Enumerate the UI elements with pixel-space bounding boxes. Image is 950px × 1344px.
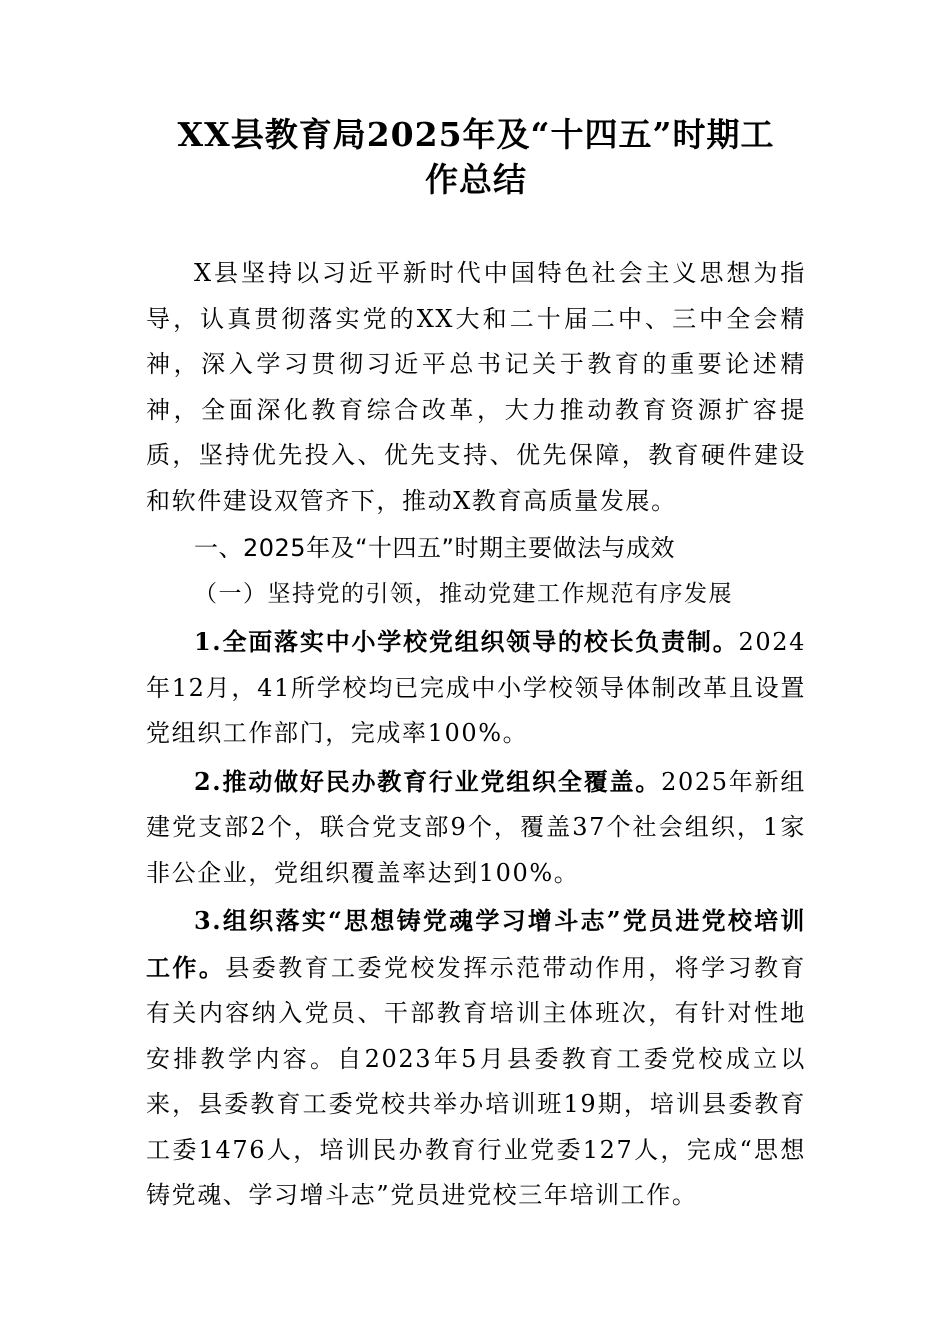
item-paragraph-1: [146, 619, 806, 757]
item-text-2: 2025年新组建党支部2个，联合党支部9个，覆盖37个社会组织，1家非公企业，党组织覆盖率达到100%。: [146, 767, 806, 887]
title-line-1: XX县教育局2025年及“十四五”时期工: [177, 115, 775, 154]
intro-paragraph: X县坚持以习近平新时代中国特色社会主义思想为指导，认真贯彻落实党的XX大和二十届二中、三中全会精神，深入学习贯彻习近平总书记关于教育的重要论述精神，全面深化教育综合改革，大力推动教育资源扩容提质，坚持优先投入、优先支持、优先保障，教育硬件建设和软件建设双管齐下，推动X教育高质量发展。: [146, 259, 806, 515]
document-title: [146, 112, 806, 202]
document-page: [146, 112, 806, 1219]
item-paragraph-2: [146, 759, 806, 897]
item-text-3: 县委教育工委党校发挥示范带动作用，将学习教育有关内容纳入党员、干部教育培训主体班次，有针对性地安排教学内容。自2023年5月县委教育工委党校成立以来，县委教育工委党校共举办培训班19期，培训县委教育工委1476人，培训民办教育行业党委127人，完成“思想铸党魂、学习增斗志”党员进党校三年培训工作。: [146, 953, 806, 1209]
item-text-1: 2024年12月，41所学校均已完成中小学校领导体制改革且设置党组织工作部门，完成率100%。: [146, 628, 806, 747]
section-heading-1: 一、2025年及“十四五”时期主要做法与成效: [194, 534, 675, 562]
subsection-heading-1: （一）坚持党的引领，推动党建工作规范有序发展: [194, 580, 733, 607]
title-line-2: 作总结: [425, 160, 527, 199]
item-lead-2: 2.推动做好民办教育行业党组织全覆盖。: [194, 766, 662, 796]
item-paragraph-3: [146, 898, 806, 1219]
item-lead-1: 1.全面落实中小学校党组织领导的校长负责制。: [194, 627, 739, 656]
document-body: [146, 251, 806, 1219]
item-lead-3: 3.组织落实“思想铸党魂学习增斗志”党员进党校培训工作。: [146, 906, 806, 982]
